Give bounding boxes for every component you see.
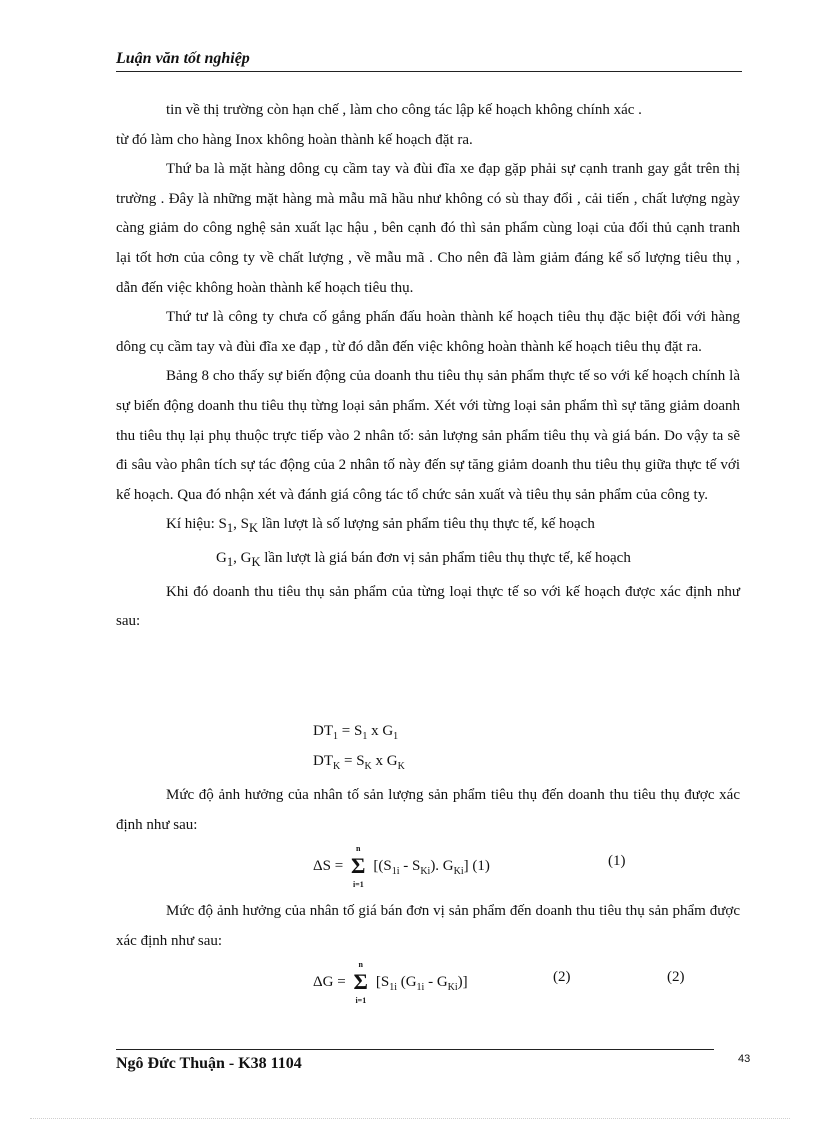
subscript: 1 [226, 521, 234, 536]
paragraph-6: Mức độ ảnh hưởng của nhân tố sản lượng sản phẩm tiêu thụ đến doanh thu tiêu thụ được xác định như sau: [116, 787, 740, 833]
equation-number-1: (1) [608, 853, 626, 869]
header-divider [116, 71, 742, 72]
subscript: 1 [362, 731, 368, 742]
formula-text: ). G [430, 858, 454, 874]
formula-text: [S [375, 974, 390, 990]
sigma-symbol: Σ [353, 969, 368, 994]
document-body-3 [116, 897, 740, 956]
equation-number-2a: (2) [553, 969, 571, 985]
formula-text: )] [457, 974, 468, 990]
notation-line-2 [116, 544, 740, 578]
sum-upper-limit: n [358, 960, 363, 969]
symbol-g: G [216, 549, 227, 566]
subscript: K [333, 761, 341, 772]
subscript: K [248, 521, 258, 536]
formula-text: ] (1) [463, 858, 490, 874]
separator: , [233, 516, 241, 533]
formula-text: [(S [373, 858, 392, 874]
notation-line-1 [116, 510, 740, 544]
notation-prefix: Kí hiệu: [166, 516, 219, 533]
paragraph-5: Khi đó doanh thu tiêu thụ sản phẩm của từng loại thực tế so với kế hoạch được xác định như sau: [116, 583, 740, 630]
paragraph-1-line-2: từ đó làm cho hàng Inox không hoàn thành kế hoạch đặt ra. [116, 131, 473, 148]
formula-text: = S [338, 723, 363, 739]
formula-text: x G [371, 753, 398, 769]
notation-text: lần lượt là giá bán đơn vị sản phẩm tiêu thụ thực tế, kế hoạch [260, 549, 631, 566]
formula-text: DT [313, 723, 333, 739]
paragraph-1-line-1: tin về thị trường còn hạn chế , làm cho công tác lập kế hoạch không chính xác . [166, 102, 642, 118]
subscript: Ki [453, 866, 464, 877]
subscript: 1i [416, 982, 425, 993]
page-number: 43 [738, 1053, 751, 1065]
formula-text: x G [367, 723, 394, 739]
paragraph-7: Mức độ ảnh hưởng của nhân tố giá bán đơn vị sản phẩm đến doanh thu tiêu thụ sản phẩm được xác định như sau: [116, 903, 740, 949]
paragraph-3: Thứ tư là công ty chưa cố gắng phấn đấu hoàn thành kế hoạch tiêu thụ đặc biệt đối với hàng dông cụ cầm tay và đùi đĩa xe đạp , từ đó dẫn đến việc không hoàn thành kế hoạch tiêu thụ đặt ra. [116, 309, 740, 355]
subscript: K [251, 554, 261, 569]
sigma-symbol: Σ [350, 853, 366, 878]
formula-text: - S [399, 858, 421, 874]
formula-text: - G [424, 974, 448, 990]
subscript: 1 [333, 731, 338, 742]
sum-lower-limit: i=1 [352, 880, 364, 889]
page-bottom-border [30, 1118, 790, 1119]
formula-text: ΔG = [313, 974, 350, 990]
symbol-g: G [240, 549, 252, 566]
subscript: Ki [447, 982, 458, 993]
subscript: K [364, 761, 372, 772]
paragraph-4: Bảng 8 cho thấy sự biến động của doanh thu tiêu thụ sản phẩm thực tế so với kế hoạch chính là sự biến động doanh thu tiêu thụ từng loại sản phẩm. Xét với từng loại sản phẩm thì sự tăng giảm doanh thu tiêu thụ lại phụ thuộc trực tiếp vào 2 nhân tố: sản lượng sản phẩm tiêu thụ và giá bán. Do vậy ta sẽ đi sâu vào phân tích sự tác động của 2 nhân tố này đến sự tăng giảm doanh thu tiêu thụ giữa thực tế với kế hoạch. Qua đó nhận xét và đánh giá công tác tổ chức sản xuất và tiêu thụ sản phẩm của công ty. [116, 368, 740, 503]
sum-upper-limit: n [355, 844, 361, 853]
subscript: 1 [393, 731, 399, 742]
formula-delta-g [313, 960, 468, 1005]
symbol-s: S [240, 516, 249, 533]
subscript: 1i [389, 982, 397, 993]
equation-number-2b: (2) [667, 969, 685, 985]
document-body [116, 96, 740, 637]
formula-dt1 [313, 723, 398, 742]
symbol-s: S [218, 516, 227, 533]
formula-text: ΔS = [313, 858, 347, 874]
summation-icon [353, 960, 368, 1005]
notation-text: lần lượt là số lượng sản phẩm tiêu thụ thực tế, kế hoạch [257, 516, 595, 533]
summation-icon [350, 844, 366, 889]
page-header-title: Luận văn tốt nghiệp [116, 50, 250, 67]
formula-text: = S [340, 753, 365, 769]
sum-lower-limit: i=1 [355, 996, 367, 1005]
formula-delta-s [313, 844, 490, 889]
subscript: 1i [391, 866, 400, 877]
document-body-2 [116, 781, 740, 840]
formula-text: (G [396, 974, 417, 990]
formula-dtk [313, 753, 405, 772]
subscript: K [397, 761, 405, 772]
subscript: 1 [226, 554, 234, 569]
separator: , [233, 549, 241, 566]
subscript: Ki [420, 866, 431, 877]
footer-author: Ngô Đức Thuận - K38 1104 [116, 1055, 302, 1072]
formula-text: DT [313, 753, 333, 769]
paragraph-2: Thứ ba là mặt hàng dông cụ cầm tay và đùi đĩa xe đạp gặp phải sự cạnh tranh gay gắt trên thị trường . Đây là những mặt hàng mà mẫu mã hầu như không có sù thay đổi , cải tiến , chất lượng ngày càng giảm do công nghệ sản xuất lạc hậu , bên cạnh đó thì sản phẩm cùng loại của đối thủ cạnh tranh lại tốt hơn của công ty về chất lượng , về mẫu mã . Cho nên đã làm giảm đáng kể số lượng tiêu thụ , dẫn đến việc không hoàn thành kế hoạch tiêu thụ. [116, 161, 740, 296]
footer-divider [116, 1049, 714, 1050]
